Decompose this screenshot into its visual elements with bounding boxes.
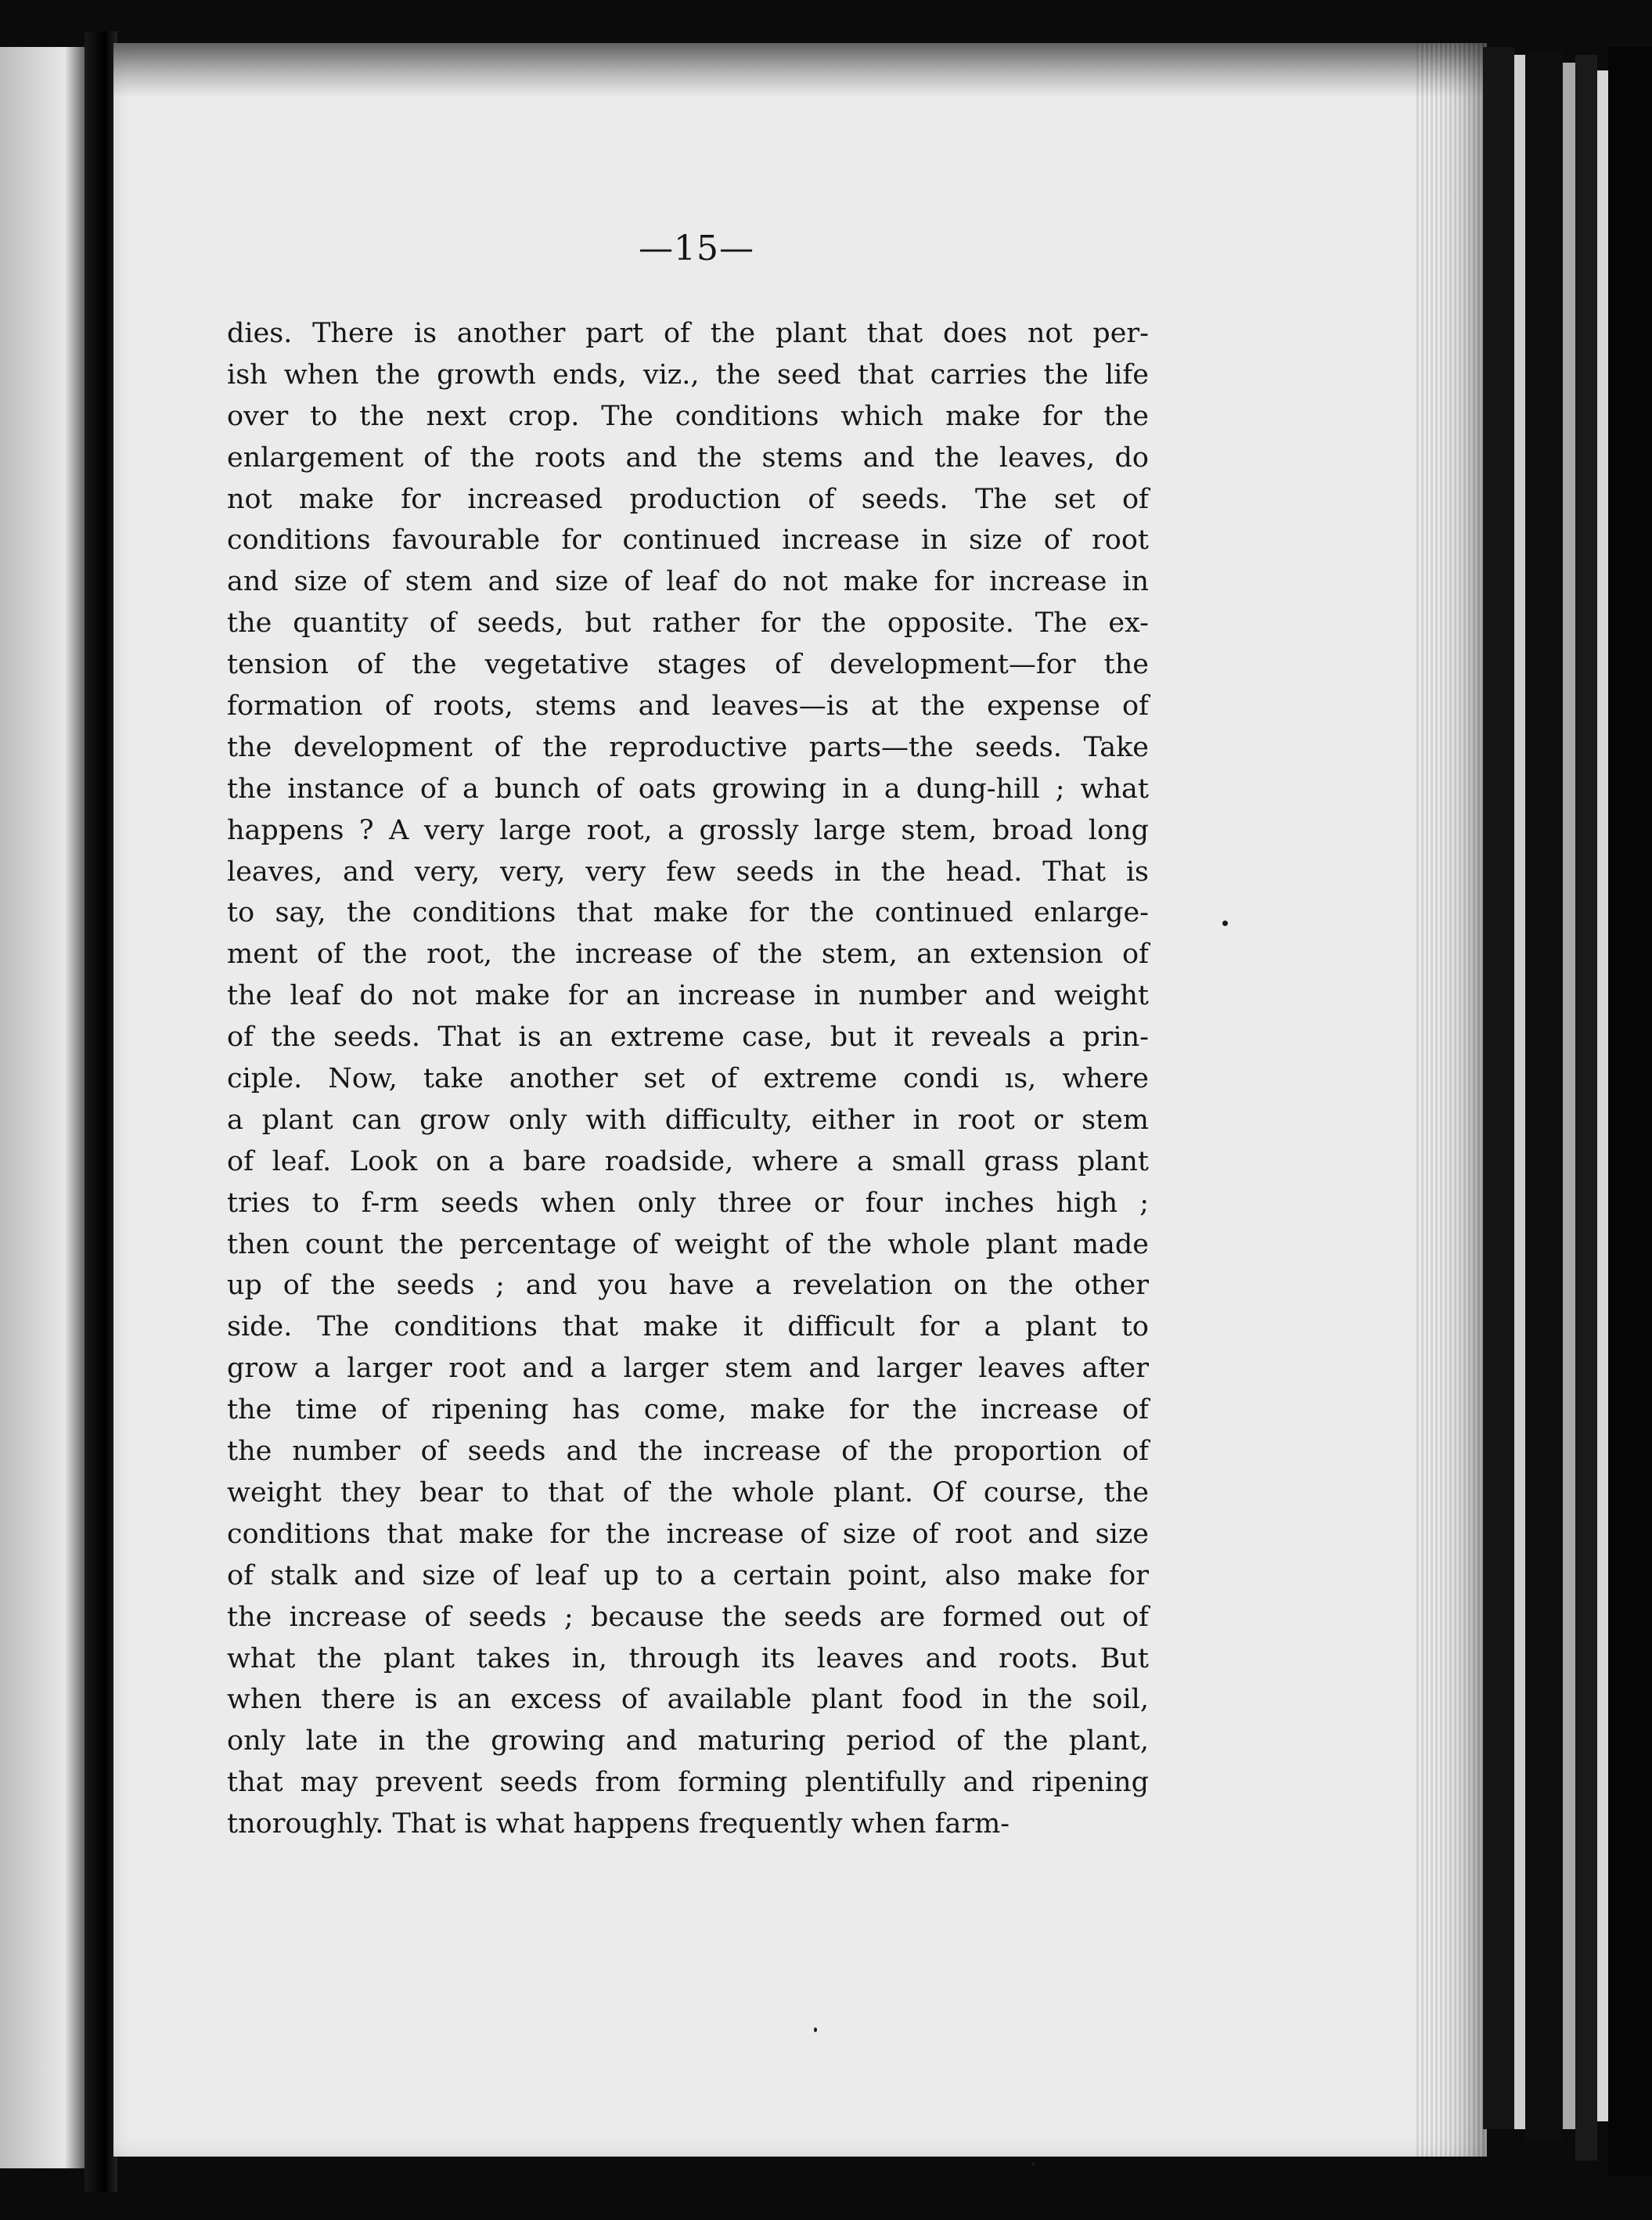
text-line: ment of the root, the increase of the stem, an extension of — [227, 939, 1149, 971]
page-edge-layer — [1525, 51, 1563, 2141]
scan-speck — [814, 2027, 817, 2032]
text-line: conditions favourable for continued increase in size of root — [227, 524, 1149, 557]
text-line: tnoroughly. That is what happens frequently when farm- — [227, 1808, 1010, 1840]
text-line: happens ? A very large root, a grossly large stem, broad long — [227, 814, 1149, 846]
text-line: the development of the reproductive parts—the seeds. Take — [227, 731, 1149, 763]
text-line: dies. There is another part of the plant that does not per- — [227, 318, 1149, 349]
text-line: not make for increased production of seeds. The set of — [227, 483, 1149, 515]
text-line: what the plant takes in, through its leaves and roots. But — [227, 1642, 1149, 1674]
page-edge-layer — [1483, 47, 1514, 2129]
text-line: and size of stem and size of leaf do not make for increase in — [227, 566, 1149, 598]
text-line: ciple. Now, take another set of extreme condi ıs, where — [227, 1063, 1149, 1095]
page-edge-layer — [1575, 55, 1597, 2161]
scan-speck — [41, 2067, 45, 2070]
text-line: tension of the vegetative stages of development—for the — [227, 649, 1149, 681]
text-line: conditions that make for the increase of size of root and size — [227, 1518, 1149, 1550]
text-line: over to the next crop. The conditions which make for the — [227, 400, 1149, 432]
text-line: formation of roots, stems and leaves—is at the expense of — [227, 690, 1149, 723]
text-line: grow a larger root and a larger stem and larger leaves after — [227, 1353, 1149, 1385]
page-edge-layer — [1563, 63, 1575, 2129]
text-line: that may prevent seeds from forming plentifully and ripening — [227, 1767, 1149, 1799]
text-line: the time of ripening has come, make for the increase of — [227, 1394, 1149, 1426]
text-line: leaves, and very, very, very few seeds in the head. That is — [227, 856, 1149, 888]
text-line: to say, the conditions that make for the continued enlarge- — [227, 897, 1149, 929]
text-line: up of the seeds ; and you have a revelation on the other — [227, 1270, 1149, 1302]
book-cover-edge — [1608, 47, 1652, 2176]
text-line: the increase of seeds ; because the seeds are formed out of — [227, 1601, 1149, 1633]
text-line: tries to f-rm seeds when only three or four inches high ; — [227, 1187, 1149, 1219]
text-line: enlargement of the roots and the stems and the leaves, do — [227, 441, 1149, 474]
book-gutter — [85, 31, 117, 2192]
page-body-text — [227, 313, 1149, 1845]
page-edge-layer — [1514, 55, 1525, 2129]
text-line: then count the percentage of weight of the whole plant made — [227, 1228, 1149, 1260]
scan-speck — [1222, 921, 1228, 926]
text-line: side. The conditions that make it difficult for a plant to — [227, 1311, 1149, 1343]
text-line: ish when the growth ends, viz., the seed that carries the life — [227, 359, 1149, 391]
text-line: only late in the growing and maturing period of the plant, — [227, 1725, 1149, 1757]
text-line: when there is an excess of available plant food in the soil, — [227, 1684, 1149, 1716]
text-line: weight they bear to that of the whole plant. Of course, the — [227, 1476, 1149, 1508]
text-line: of leaf. Look on a bare roadside, where a small grass plant — [227, 1145, 1149, 1177]
left-facing-page-edge — [0, 47, 86, 2168]
text-line: of stalk and size of leaf up to a certain point, also make for — [227, 1559, 1149, 1591]
text-line: the number of seeds and the increase of the proportion of — [227, 1436, 1149, 1468]
text-line: of the seeds. That is an extreme case, but it reveals a prin- — [227, 1022, 1149, 1054]
scan-speck — [1031, 2162, 1035, 2166]
page-edge-layer — [1597, 70, 1608, 2121]
text-line: the instance of a bunch of oats growing in a dung-hill ; what — [227, 773, 1149, 805]
page-number: —15— — [639, 229, 754, 268]
text-line: the leaf do not make for an increase in number and weight — [227, 980, 1149, 1012]
text-line: a plant can grow only with difficulty, either in root or stem — [227, 1104, 1149, 1136]
text-line: the quantity of seeds, but rather for the opposite. The ex- — [227, 607, 1149, 640]
